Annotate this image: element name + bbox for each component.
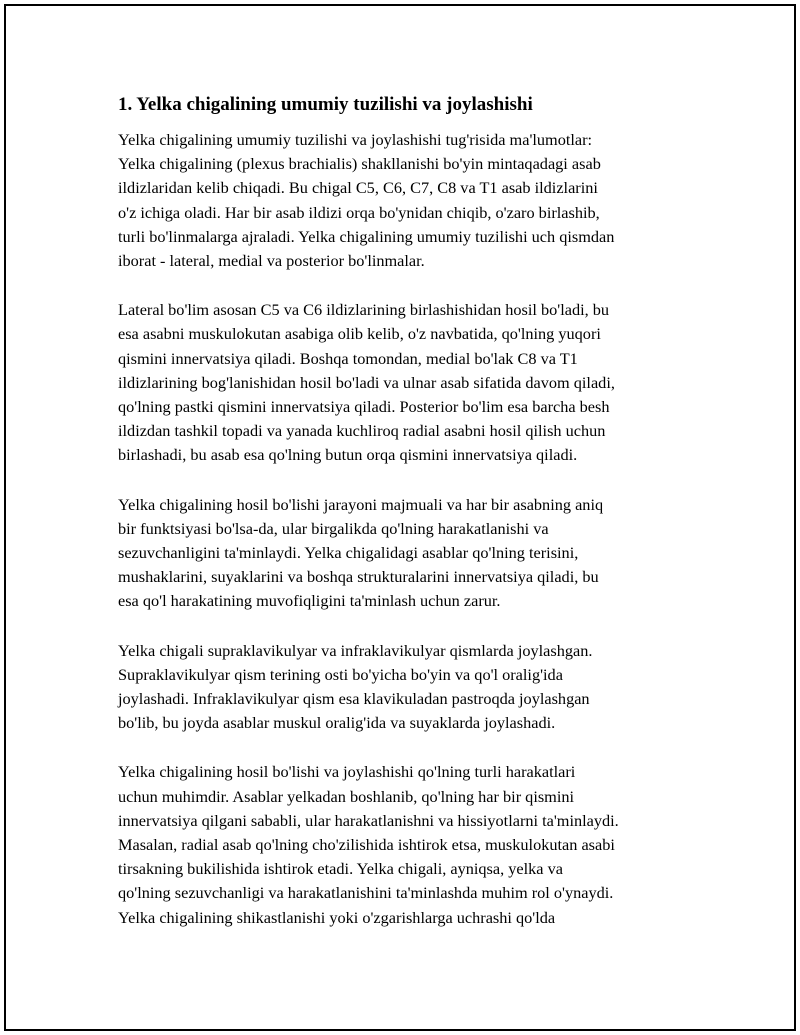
text-line: o'z ichiga oladi. Har bir asab ildizi orqa bo'ynidan chiqib, o'zaro birlashib, — [118, 202, 600, 222]
text-line: Yelka chigalining (plexus brachialis) shakllanishi bo'yin mintaqadagi asab — [118, 154, 601, 174]
paragraph-5 — [118, 760, 688, 929]
text-line: Yelka chigali supraklavikulyar va infraklavikulyar qismlarda joylashgan. — [118, 640, 593, 660]
paragraph-1 — [118, 128, 688, 273]
text-line: ildizlarining bog'lanishidan hosil bo'ladi va ulnar asab sifatida davom qiladi, — [118, 372, 615, 392]
paragraph-3 — [118, 493, 688, 614]
text-line: iborat - lateral, medial va posterior bo'linmalar. — [118, 251, 425, 271]
text-line: birlashadi, bu asab esa qo'lning butun orqa qismini innervatsiya qiladi. — [118, 445, 578, 465]
paragraph-2 — [118, 298, 688, 467]
text-line: Supraklavikulyar qism terining osti bo'yicha bo'yin va qo'l oralig'ida — [118, 664, 563, 684]
text-line: Yelka chigalining hosil bo'lishi va joylashishi qo'lning turli harakatlari — [118, 762, 576, 782]
text-line: sezuvchanligini ta'minlaydi. Yelka chigalidagi asablar qo'lning terisini, — [118, 543, 579, 563]
text-line: Lateral bo'lim asosan C5 va C6 ildizlarining birlashishidan hosil bo'ladi, bu — [118, 300, 610, 320]
paragraph-4 — [118, 639, 688, 736]
section-heading: 1. Yelka chigalining umumiy tuzilishi va joylashishi — [118, 94, 533, 115]
text-line: Yelka chigalining hosil bo'lishi jarayoni majmuali va har bir asabning aniq — [118, 494, 604, 514]
text-line: qo'lning sezuvchanligi va harakatlanishini ta'minlashda muhim rol o'ynaydi. — [118, 883, 614, 903]
text-line: esa asabni muskulokutan asabiga olib kelib, o'z navbatida, qo'lning yuqori — [118, 324, 601, 344]
text-line: ildizdan tashkil topadi va yanada kuchliroq radial asabni hosil qilish uchun — [118, 421, 606, 441]
text-line: bir funktsiyasi bo'lsa-da, ular birgalikda qo'lning harakatlanishi va — [118, 518, 549, 538]
text-line: joylashadi. Infraklavikulyar qism esa klavikuladan pastroqda joylashgan — [118, 689, 590, 709]
text-line: innervatsiya qilgani sababli, ular harakatlanishni va hissiyotlarni ta'minlaydi. — [118, 810, 619, 830]
text-line: tirsakning bukilishida ishtirok etadi. Yelka chigali, ayniqsa, yelka va — [118, 859, 563, 879]
text-line: Masalan, radial asab qo'lning cho'zilishida ishtirok etsa, muskulokutan asabi — [118, 835, 615, 855]
text-line: mushaklarini, suyaklarini va boshqa strukturalarini innervatsiya qiladi, bu — [118, 567, 599, 587]
text-line: qo'lning pastki qismini innervatsiya qiladi. Posterior bo'lim esa barcha besh — [118, 397, 610, 417]
text-line: qismini innervatsiya qiladi. Boshqa tomondan, medial bo'lak C8 va T1 — [118, 348, 578, 368]
document-body — [118, 92, 688, 955]
text-line: turli bo'linmalarga ajraladi. Yelka chigalining umumiy tuzilishi uch qismdan — [118, 226, 615, 246]
text-line: Yelka chigalining shikastlanishi yoki o'zgarishlarga uchrashi qo'lda — [118, 907, 556, 927]
text-line: Yelka chigalining umumiy tuzilishi va joylashishi tug'risida ma'lumotlar: — [118, 130, 593, 149]
text-line: uchun muhimdir. Asablar yelkadan boshlanib, qo'lning har bir qismini — [118, 786, 575, 806]
text-line: bo'lib, bu joyda asablar muskul oralig'ida va suyaklarda joylashadi. — [118, 713, 556, 733]
text-line: ildizlaridan kelib chiqadi. Bu chigal C5, C6, C7, C8 va T1 asab ildizlarini — [118, 178, 598, 198]
text-line: esa qo'l harakatining muvofiqligini ta'minlash uchun zarur. — [118, 591, 501, 611]
